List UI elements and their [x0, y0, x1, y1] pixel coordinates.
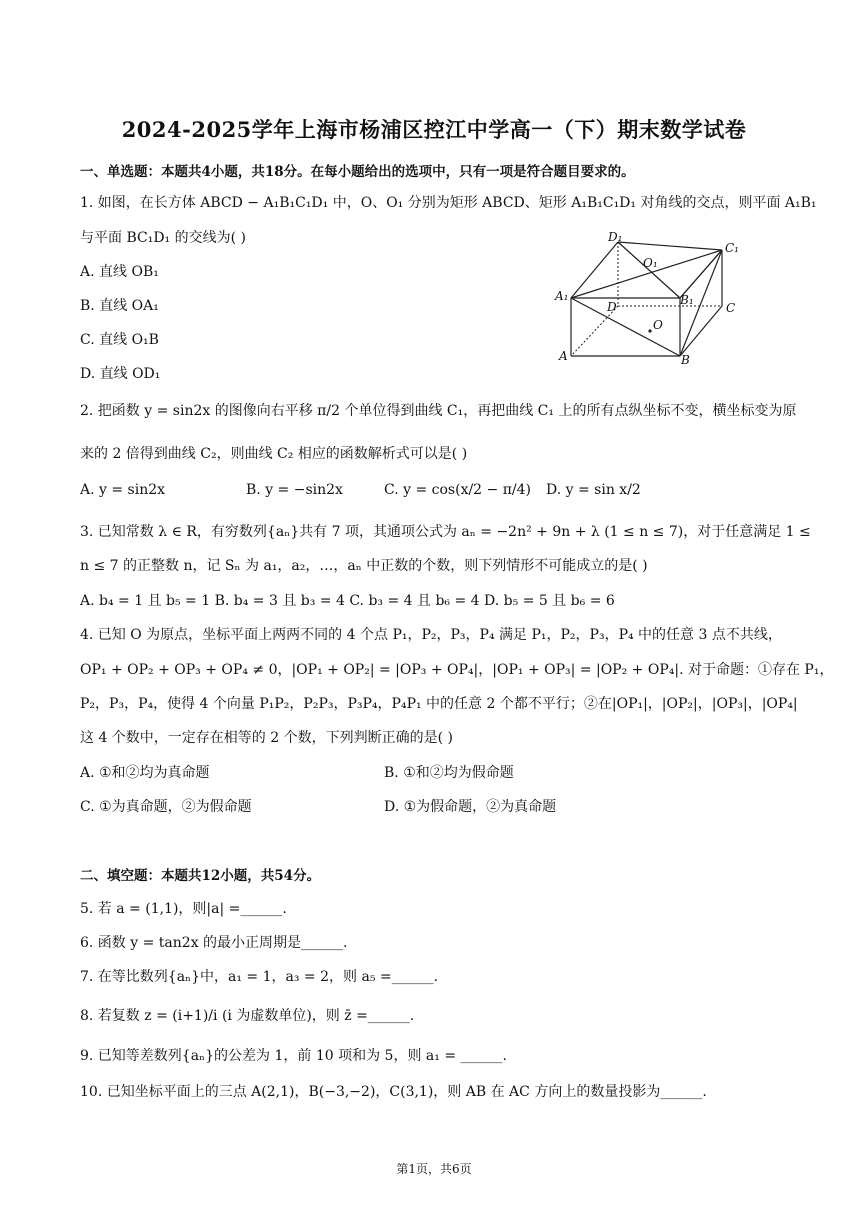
- q2-line-1: 2. 把函数 y = sin2x 的图像向右平移 π/2 个单位得到曲线 C₁，再把曲线 C₁ 上的所有点纵坐标不变，横坐标变为原: [80, 403, 797, 419]
- q3-line-1: 3. 已知常数 λ ∈ R，有穷数列{aₙ}共有 7 项，其通项公式为 aₙ = −2n² + 9n + λ (1 ≤ n ≤ 7)，对于任意满足 1 ≤: [80, 524, 811, 540]
- q4-line-1: 4. 已知 O 为原点，坐标平面上两两不同的 4 个点 P₁，P₂，P₃，P₄ 满足 P₁，P₂，P₃，P₄ 中的任意 3 点不共线，: [80, 627, 782, 643]
- q7: 7. 在等比数列{aₙ}中，a₁ = 1，a₃ = 2，则 a₅ =______.: [80, 969, 439, 985]
- q10: 10. 已知坐标平面上的三点 A(2,1)，B(−3,−2)，C(3,1)，则 AB 在 AC 方向上的数量投影为______.: [80, 1084, 707, 1100]
- q2-option-a: A. y = sin2x: [80, 482, 166, 498]
- q4-line-4: 这 4 个数中，一定存在相等的 2 个数，下列判断正确的是( ): [80, 730, 453, 746]
- q3-line-2: n ≤ 7 的正整数 n，记 Sₙ 为 a₁，a₂，…，aₙ 中正数的个数，则下列情形不可能成立的是( ): [80, 558, 648, 574]
- q2-option-d: D. y = sin x/2: [546, 482, 641, 498]
- q4-line-2: OP₁ + OP₂ + OP₃ + OP₄ ≠ 0，|OP₁ + OP₂| = |OP₃ + OP₄|，|OP₁ + OP₃| = |OP₂ + OP₄|. 对于命题：①存在 P₁，: [80, 662, 834, 678]
- label-b1: B₁: [680, 293, 694, 307]
- q4-option-c: C. ①为真命题，②为假命题: [80, 799, 252, 815]
- q4-line-3: P₂，P₃，P₄，使得 4 个向量 P₁P₂，P₂P₃，P₃P₄，P₄P₁ 中的任意 2 个都不平行；②在|OP₁|，|OP₂|，|OP₃|，|OP₄|: [80, 696, 798, 712]
- q2-option-b: B. y = −sin2x: [246, 482, 343, 498]
- q5: 5. 若 a = (1,1)，则|a| =______.: [80, 901, 287, 917]
- q1-option-a: A. 直线 OB₁: [80, 264, 159, 280]
- q2-option-c: C. y = cos(x/2 − π/4): [384, 482, 532, 498]
- exam-title: 2024-2025学年上海市杨浦区控江中学高一（下）期末数学试卷: [121, 117, 747, 142]
- q4-option-a: A. ①和②均为真命题: [80, 765, 210, 781]
- label-o: O: [653, 318, 663, 332]
- q1-option-d: D. 直线 OD₁: [80, 366, 161, 382]
- page-footer: 第1页，共6页: [396, 1162, 472, 1176]
- label-a1: A₁: [555, 289, 569, 303]
- q4-option-b: B. ①和②均为假命题: [384, 765, 514, 781]
- label-o1: O₁: [643, 256, 658, 270]
- section-1-heading: 一、单选题：本题共4小题，共18分。在每小题给出的选项中，只有一项是符合题目要求的。: [80, 164, 635, 180]
- q6: 6. 函数 y = tan2x 的最小正周期是______.: [80, 935, 348, 951]
- label-d: D: [607, 300, 617, 314]
- q1-option-c: C. 直线 O₁B: [80, 332, 159, 348]
- q1-line-1: 1. 如图，在长方体 ABCD − A₁B₁C₁D₁ 中，O、O₁ 分别为矩形 ABCD、矩形 A₁B₁C₁D₁ 对角线的交点，则平面 A₁B₁: [80, 195, 817, 211]
- label-c: C: [726, 301, 736, 315]
- label-a: A: [559, 349, 568, 363]
- label-c1: C₁: [725, 241, 739, 255]
- q2-line-2: 来的 2 倍得到曲线 C₂，则曲线 C₂ 相应的函数解析式可以是( ): [80, 446, 468, 462]
- label-b: B: [681, 353, 690, 367]
- q1-option-b: B. 直线 OA₁: [80, 298, 159, 314]
- q9: 9. 已知等差数列{aₙ}的公差为 1，前 10 项和为 5，则 a₁ = ______.: [80, 1048, 507, 1064]
- section-2-heading: 二、填空题：本题共12小题，共54分。: [80, 868, 321, 884]
- q8: 8. 若复数 z = (i+1)/i (i 为虚数单位)，则 z̄ =______.: [80, 1008, 415, 1024]
- q3-options: A. b₄ = 1 且 b₅ = 1 B. b₄ = 3 且 b₃ = 4 C. b₃ = 4 且 b₆ = 4 D. b₅ = 5 且 b₆ = 6: [80, 593, 615, 609]
- cuboid-figure: [550, 228, 750, 373]
- q1-line-2: 与平面 BC₁D₁ 的交线为( ): [80, 230, 246, 246]
- q4-option-d: D. ①为假命题，②为真命题: [384, 799, 557, 815]
- label-d1: D₁: [608, 230, 623, 244]
